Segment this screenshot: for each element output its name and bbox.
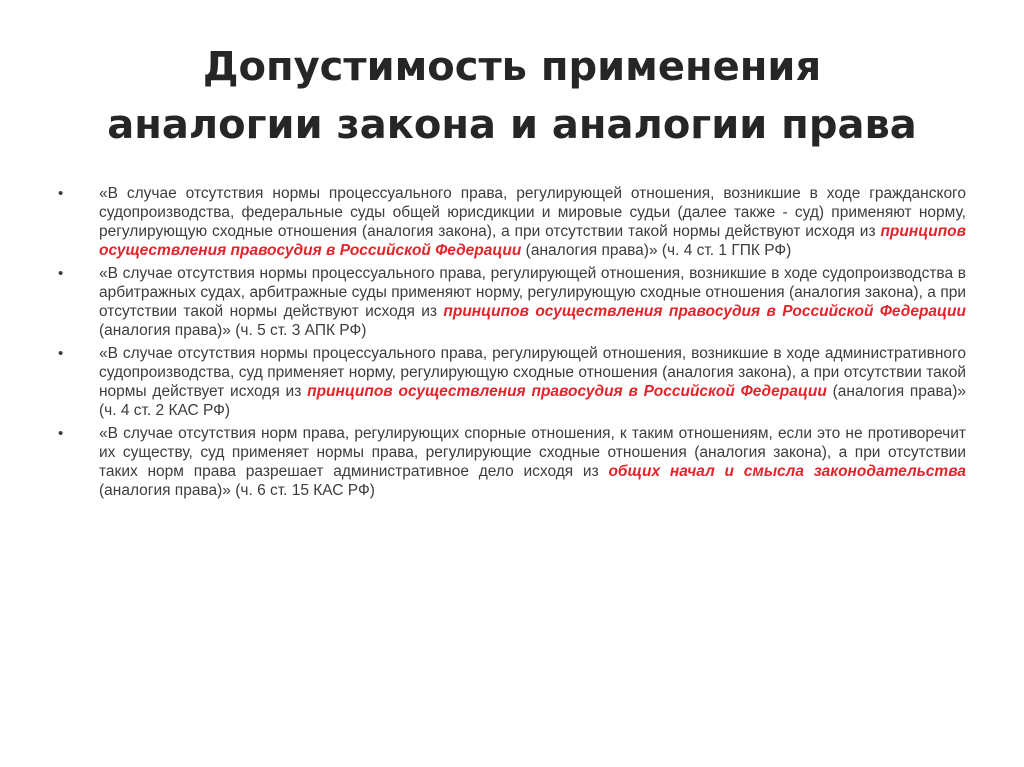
bullet-text: «В случае отсутствия норм права, регулирующих спорные отношения, к таким отношениям, если это не противоречит их существу, суд применяет нормы права, регулирующие сходные отношения (аналогия закона), а при отсутствии таких норм права разрешает административное дело исходя из [99,425,966,480]
highlight-text: принципов осуществления правосудия в Российской Федерации [443,303,966,320]
bullet-item-gpk [58,184,966,260]
highlight-text: принципов осуществления правосудия в Российской Федерации [99,223,966,259]
title-line-1: Допустимость применения [202,44,822,90]
bullet-text-tail: (аналогия права)» (ч. 5 ст. 3 АПК РФ) [99,322,367,339]
slide-title [60,38,964,154]
bullet-dot-icon: • [58,425,64,442]
title-line-2: аналогии закона и аналогии права [107,102,917,148]
highlight-text: принципов осуществления правосудия в Российской Федерации [307,383,827,400]
bullet-item-kas-15 [58,424,966,500]
bullet-dot-icon: • [58,185,64,202]
bullet-list [58,184,966,504]
bullet-item-kas-2 [58,344,966,420]
bullet-text-tail: (аналогия права)» (ч. 6 ст. 15 КАС РФ) [99,482,375,499]
highlight-text: общих начал и смысла законодательства [608,463,966,480]
bullet-item-apk [58,264,966,340]
bullet-text: «В случае отсутствия нормы процессуального права, регулирующей отношения, возникшие в ходе судопроизводства в арбитражных судах, арбитражные суды применяют норму, регулирующую сходные отношения (аналогия закона), а при отсутствии такой нормы действуют исходя из [99,265,966,320]
bullet-text-tail: (аналогия права)» (ч. 4 ст. 2 КАС РФ) [99,383,967,419]
bullet-text: «В случае отсутствия нормы процессуального права, регулирующей отношения, возникшие в ходе гражданского судопроизводства, федеральные суды общей юрисдикции и мировые судьи (далее также - суд) применяют норму, регулирующую сходные отношения (аналогия закона), а при отсутствии такой нормы действуют исходя из [99,185,966,240]
bullet-dot-icon: • [58,345,64,362]
bullet-text: «В случае отсутствия нормы процессуального права, регулирующей отношения, возникшие в ходе административного судопроизводства, суд применяет норму, регулирующую сходные отношения (аналогия закона), а при отсутствии такой нормы действует исходя из [99,345,966,400]
bullet-text-tail: (аналогия права)» (ч. 4 ст. 1 ГПК РФ) [521,242,792,259]
bullet-dot-icon: • [58,265,64,282]
